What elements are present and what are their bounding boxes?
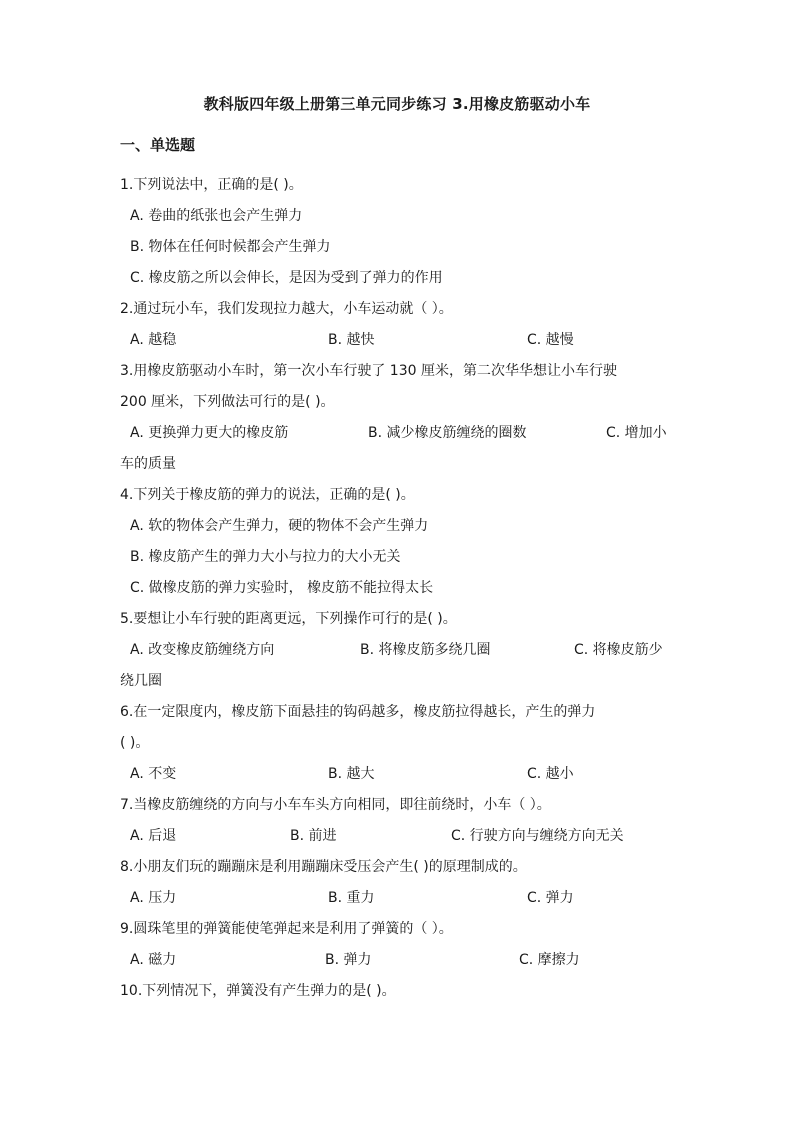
question-6-options (120, 759, 680, 790)
question-4-option-c: C. 做橡皮筋的弹力实验时， 橡皮筋不能拉得太长 (130, 580, 434, 596)
question-9-option-c: C. 摩擦力 (519, 952, 580, 968)
question-3-stem: 3.用橡皮筋驱动小车时，第一次小车行驶了 130 厘米，第二次华华想让小车行驶 (120, 363, 617, 379)
question-5-stem: 5.要想让小车行驶的距离更远，下列操作可行的是( )。 (120, 611, 457, 627)
question-5-option-c-continued: 绕几圈 (120, 673, 162, 689)
question-6-stem-continued: ( )。 (120, 735, 150, 751)
question-4-option-b: B. 橡皮筋产生的弹力大小与拉力的大小无关 (130, 549, 401, 565)
question-5-options (120, 635, 680, 666)
question-8-option-b: B. 重力 (328, 890, 375, 906)
question-5-option-c: C. 将橡皮筋少 (574, 642, 663, 658)
question-2-stem: 2.通过玩小车，我们发现拉力越大，小车运动就（ ）。 (120, 301, 453, 317)
question-7-option-b: B. 前进 (290, 828, 337, 844)
question-3-stem-continued: 200 厘米，下列做法可行的是( )。 (120, 394, 335, 410)
question-1-option-a: A. 卷曲的纸张也会产生弹力 (130, 208, 303, 224)
document-title: 教科版四年级上册第三单元同步练习 3.用橡皮筋驱动小车 (203, 95, 591, 113)
question-4-option-a: A. 软的物体会产生弹力，硬的物体不会产生弹力 (130, 518, 429, 534)
question-3-options (120, 418, 680, 449)
question-3-option-c-continued: 车的质量 (120, 456, 176, 472)
question-2-option-b: B. 越快 (328, 332, 375, 348)
question-2-option-c: C. 越慢 (527, 332, 574, 348)
question-6-option-c: C. 越小 (527, 766, 574, 782)
question-8-stem: 8.小朋友们玩的蹦蹦床是利用蹦蹦床受压会产生( )的原理制成的。 (120, 859, 527, 875)
question-1-stem: 1.下列说法中，正确的是( )。 (120, 177, 303, 193)
question-2-option-a: A. 越稳 (130, 332, 177, 348)
question-6-option-b: B. 越大 (328, 766, 375, 782)
question-3-option-b: B. 减少橡皮筋缠绕的圈数 (368, 425, 527, 441)
question-10-stem: 10.下列情况下，弹簧没有产生弹力的是( )。 (120, 983, 396, 999)
question-9-options (120, 945, 680, 976)
question-2-options (120, 325, 680, 356)
question-8-options (120, 883, 680, 914)
question-1-option-c: C. 橡皮筋之所以会伸长，是因为受到了弹力的作用 (130, 270, 443, 286)
question-9-stem: 9.圆珠笔里的弹簧能使笔弹起来是利用了弹簧的（ ）。 (120, 921, 453, 937)
question-8-option-c: C. 弹力 (527, 890, 574, 906)
question-5-option-b: B. 将橡皮筋多绕几圈 (360, 642, 491, 658)
question-6-stem: 6.在一定限度内，橡皮筋下面悬挂的钩码越多，橡皮筋拉得越长，产生的弹力 (120, 704, 596, 720)
question-9-option-b: B. 弹力 (325, 952, 372, 968)
question-9-option-a: A. 磁力 (130, 952, 177, 968)
question-5-option-a: A. 改变橡皮筋缠绕方向 (130, 642, 275, 658)
question-3-option-c: C. 增加小 (606, 425, 667, 441)
question-4-stem: 4.下列关于橡皮筋的弹力的说法，正确的是( )。 (120, 487, 415, 503)
question-6-option-a: A. 不变 (130, 766, 177, 782)
question-list (120, 170, 680, 1007)
question-1-option-b: B. 物体在任何时候都会产生弹力 (130, 239, 331, 255)
question-7-option-a: A. 后退 (130, 828, 177, 844)
question-8-option-a: A. 压力 (130, 890, 177, 906)
section-heading: 一、单选题 (120, 136, 196, 154)
question-7-option-c: C. 行驶方向与缠绕方向无关 (451, 828, 624, 844)
question-3-option-a: A. 更换弹力更大的橡皮筋 (130, 425, 289, 441)
question-7-options (120, 821, 680, 852)
question-7-stem: 7.当橡皮筋缠绕的方向与小车车头方向相同，即往前绕时，小车（ ）。 (120, 797, 551, 813)
